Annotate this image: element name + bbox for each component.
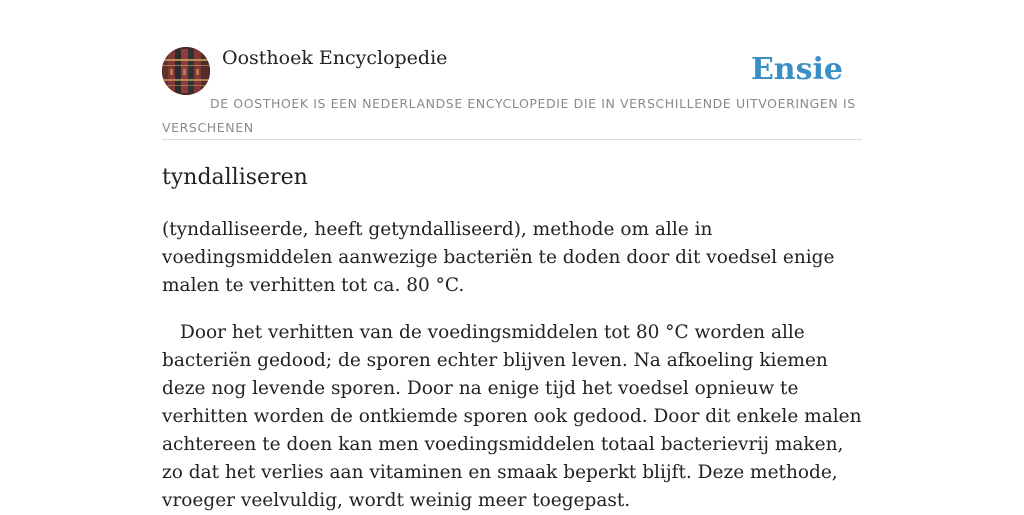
- site-header: [162, 46, 862, 140]
- encyclopedia-books-icon[interactable]: [162, 47, 210, 95]
- site-title[interactable]: Oosthoek Encyclopedie: [222, 47, 448, 69]
- article-title: tyndalliseren: [162, 165, 308, 190]
- article-paragraph-1: (tyndalliseerde, heeft getyndalliseerd), methode om alle in voedingsmiddelen aanwezige bacteriën te doden door dit voedsel enige malen te verhitten tot ca. 80 °C.: [162, 219, 835, 296]
- site-description: DE OOSTHOEK IS EEN NEDERLANDSE ENCYCLOPEDIE DIE IN VERSCHILLENDE UITVOERINGEN IS VERSCHENEN: [162, 96, 856, 135]
- brand-logo[interactable]: Ensie: [750, 52, 843, 87]
- article: [162, 160, 864, 515]
- article-paragraph-2: Door het verhitten van de voedingsmiddelen tot 80 °C worden alle bacteriën gedood; de sporen echter blijven leven. Na afkoeling kiemen deze nog levende sporen. Door na enige tijd het voedsel opnieuw te verhitten worden de ontkiemde sporen ook gedood. Door dit enkele malen achtereen te doen kan men voedingsmiddelen totaal bacterievrij maken, zo dat het verlies aan vitaminen en smaak beperkt blijft. Deze methode, vroeger veelvuldig, wordt weinig meer toegepast.: [162, 322, 862, 511]
